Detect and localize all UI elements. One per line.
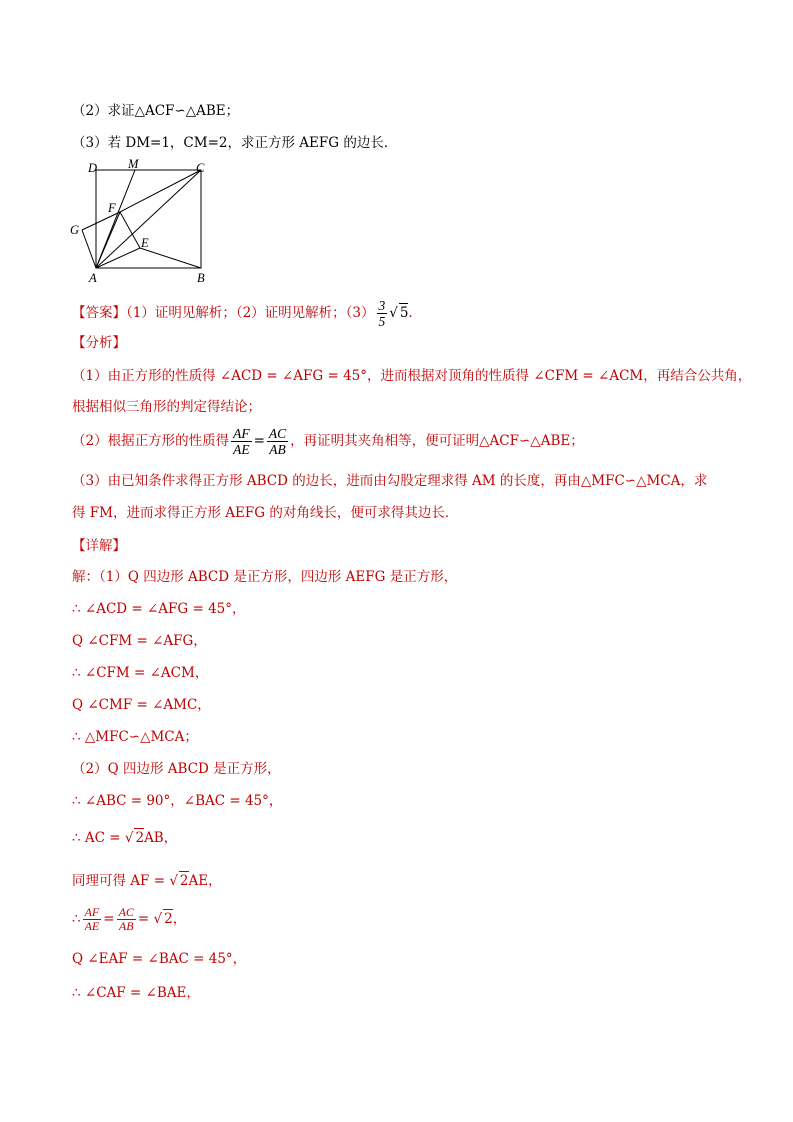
detail-l9r: 2 bbox=[135, 830, 145, 846]
analysis-p2 bbox=[72, 426, 584, 457]
analysis-title: 【分析】 bbox=[72, 335, 126, 351]
answer-line: 【答案】（1）证明见解析；（2）证明见解析；（3） $\frac{3}{5}$ √ 5． bbox=[72, 298, 422, 329]
detail-l9: ∴ AC = √ 2AB， bbox=[72, 830, 178, 846]
l11-eq: = bbox=[103, 911, 115, 927]
detail-l9a: ∴ AC = bbox=[72, 830, 125, 846]
label-D: D bbox=[88, 161, 98, 175]
detail-title: 【详解】 bbox=[72, 538, 126, 554]
detail-l11: ∴ $\frac{AF}{AE}$ = $\frac{AC}{AB}$ = √ 2， bbox=[72, 905, 187, 933]
analysis-p2b: ，再证明其夹角相等，便可证明△ACF∽△ABE； bbox=[290, 433, 584, 449]
detail-l11r: 2 bbox=[164, 911, 173, 927]
detail-l10b: AE， bbox=[188, 873, 222, 889]
label-E: E bbox=[141, 236, 149, 250]
question-3: （3）若 DM=1，CM=2，求正方形 AEFG 的边长． bbox=[72, 135, 398, 151]
analysis-p3b: 得 FM，进而求得正方形 AEFG 的对角线长，便可求得其边长． bbox=[72, 505, 459, 521]
l11-frac2-num: AC bbox=[118, 905, 134, 919]
l11-frac2-den: AB bbox=[118, 919, 134, 933]
answer-prefix: 【答案】 bbox=[72, 305, 126, 321]
p2-frac2-den: AB bbox=[269, 442, 286, 457]
answer-text: （1）证明见解析；（2）证明见解析；（3） bbox=[126, 305, 375, 321]
answer-rad: 5 bbox=[399, 305, 409, 321]
label-A: A bbox=[89, 271, 97, 285]
analysis-p1a: （1）由正方形的性质得 ∠ACD = ∠AFG = 45°，进而根据对顶角的性质得 ∠CFM = ∠ACM，再结合公共角， bbox=[72, 368, 752, 384]
analysis-p2a: （2）根据正方形的性质得 bbox=[72, 433, 230, 449]
analysis-p1b: 根据相似三角形的判定得结论； bbox=[72, 399, 261, 415]
p2-eq: = bbox=[253, 433, 265, 449]
p2-frac1-num: AF bbox=[233, 426, 250, 441]
label-M: M bbox=[128, 157, 139, 171]
l11-frac1-num: AF bbox=[84, 905, 100, 919]
label-B: B bbox=[197, 271, 205, 285]
detail-l4: ∴ ∠CFM = ∠ACM， bbox=[72, 665, 209, 681]
question-2: （2）求证△ACF∽△ABE； bbox=[72, 103, 240, 119]
detail-l12: Q ∠EAF = ∠BAC = 45°， bbox=[72, 951, 247, 967]
answer-end: ． bbox=[408, 305, 422, 321]
detail-l5: Q ∠CMF = ∠AMC， bbox=[72, 697, 211, 713]
detail-l6: ∴ △MFC∽△MCA； bbox=[72, 729, 198, 745]
detail-l11b: ， bbox=[172, 911, 187, 927]
p2-frac1-den: AE bbox=[233, 442, 250, 457]
geometry-figure bbox=[66, 156, 216, 288]
analysis-p3a: （3）由已知条件求得正方形 ABCD 的边长，进而由勾股定理求得 AM 的长度，再由△MFC∽△MCA，求 bbox=[72, 473, 708, 489]
detail-l1: 解：（1）Q 四边形 ABCD 是正方形，四边形 AEFG 是正方形， bbox=[72, 569, 458, 585]
detail-l3: Q ∠CFM = ∠AFG， bbox=[72, 633, 207, 649]
detail-l10r: 2 bbox=[179, 873, 189, 889]
answer-den: 5 bbox=[378, 314, 386, 329]
detail-l10: 同理可得 AF = √ 2AE， bbox=[72, 873, 222, 889]
label-F: F bbox=[108, 201, 116, 215]
detail-l2: ∴ ∠ACD = ∠AFG = 45°， bbox=[72, 601, 246, 617]
label-C: C bbox=[196, 161, 205, 175]
l11-mid: = bbox=[137, 911, 154, 927]
l11-frac1-den: AE bbox=[84, 919, 100, 933]
detail-l8: ∴ ∠ABC = 90°，∠BAC = 45°， bbox=[72, 793, 283, 809]
answer-num: 3 bbox=[378, 298, 386, 313]
p2-frac2-num: AC bbox=[268, 426, 287, 441]
detail-l11a: ∴ bbox=[72, 911, 81, 927]
detail-l10a: 同理可得 AF = bbox=[72, 873, 170, 889]
detail-l7: （2）Q 四边形 ABCD 是正方形， bbox=[72, 761, 281, 777]
label-G: G bbox=[70, 223, 80, 237]
detail-l9b: AB， bbox=[144, 830, 178, 846]
detail-l13: ∴ ∠CAF = ∠BAE， bbox=[72, 985, 200, 1001]
